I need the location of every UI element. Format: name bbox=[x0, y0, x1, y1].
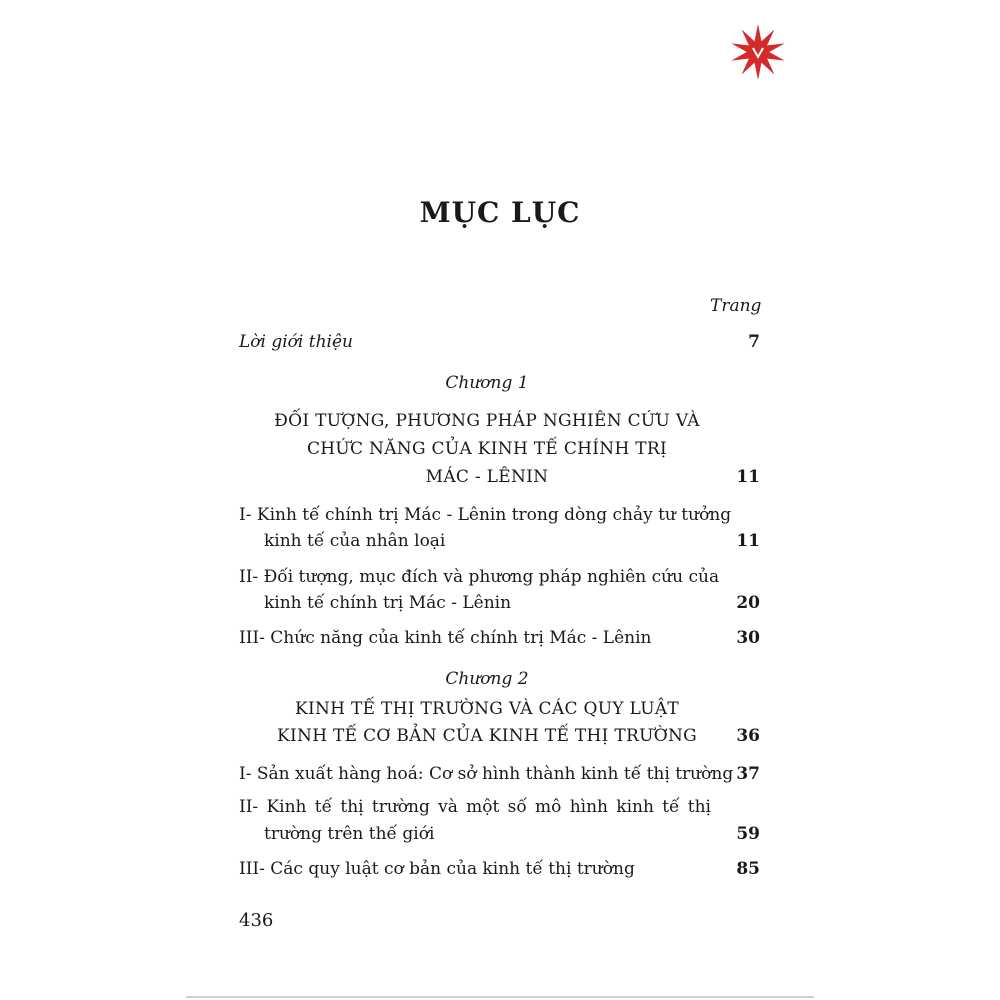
toc-section-line: kinh tế của nhân loại bbox=[264, 531, 446, 551]
toc-section-line: II- Đối tượng, mục đích và phương pháp nghiên cứu của bbox=[239, 567, 720, 587]
toc-page-section: 59 bbox=[736, 824, 760, 844]
chapter-2-title-line: KINH TẾ CƠ BẢN CỦA KINH TẾ THỊ TRƯỜNG bbox=[277, 726, 697, 746]
toc-section-line: III- Chức năng của kinh tế chính trị Mác - Lênin bbox=[239, 628, 652, 648]
page-title: MỤC LỤC bbox=[419, 196, 581, 229]
toc-page-section: 20 bbox=[736, 593, 760, 613]
toc-page-intro: 7 bbox=[748, 332, 760, 352]
toc-section-line: I- Kinh tế chính trị Mác - Lênin trong dòng chảy tư tưởng bbox=[239, 505, 732, 525]
toc-section-line: II- Kinh tế thị trường và một số mô hình kinh tế thị bbox=[239, 797, 711, 817]
toc-section-line: I- Sản xuất hàng hoá: Cơ sở hình thành kinh tế thị trường bbox=[239, 764, 734, 784]
page-column-header: Trang bbox=[710, 296, 762, 316]
toc-page-section: 37 bbox=[736, 764, 760, 784]
chapter-1-title-line: CHỨC NĂNG CỦA KINH TẾ CHÍNH TRỊ bbox=[306, 439, 668, 459]
toc-page-section: 30 bbox=[736, 628, 760, 648]
chapter-1-label: Chương 1 bbox=[445, 373, 529, 393]
toc-page-chapter-1: 11 bbox=[736, 467, 760, 487]
chapter-2-title-line: KINH TẾ THỊ TRƯỜNG VÀ CÁC QUY LUẬT bbox=[294, 699, 680, 719]
toc-entry-intro: Lời giới thiệu bbox=[239, 332, 353, 352]
toc-page-chapter-2: 36 bbox=[736, 726, 760, 746]
toc-section-line: kinh tế chính trị Mác - Lênin bbox=[264, 593, 512, 613]
toc-section-line: trường trên thế giới bbox=[264, 824, 435, 844]
page-bottom-edge bbox=[186, 996, 814, 998]
toc-page-section: 85 bbox=[736, 859, 760, 879]
toc-section-line: III- Các quy luật cơ bản của kinh tế thị trường bbox=[239, 859, 635, 879]
page-folio-number: 436 bbox=[239, 910, 274, 931]
chapter-2-label: Chương 2 bbox=[445, 669, 529, 689]
star-burst-logo-icon bbox=[728, 22, 788, 82]
chapter-1-title-line: ĐỐI TƯỢNG, PHƯƠNG PHÁP NGHIÊN CỨU VÀ bbox=[274, 411, 700, 431]
chapter-1-title-line: MÁC - LÊNIN bbox=[425, 467, 549, 487]
toc-page-section: 11 bbox=[736, 531, 760, 551]
